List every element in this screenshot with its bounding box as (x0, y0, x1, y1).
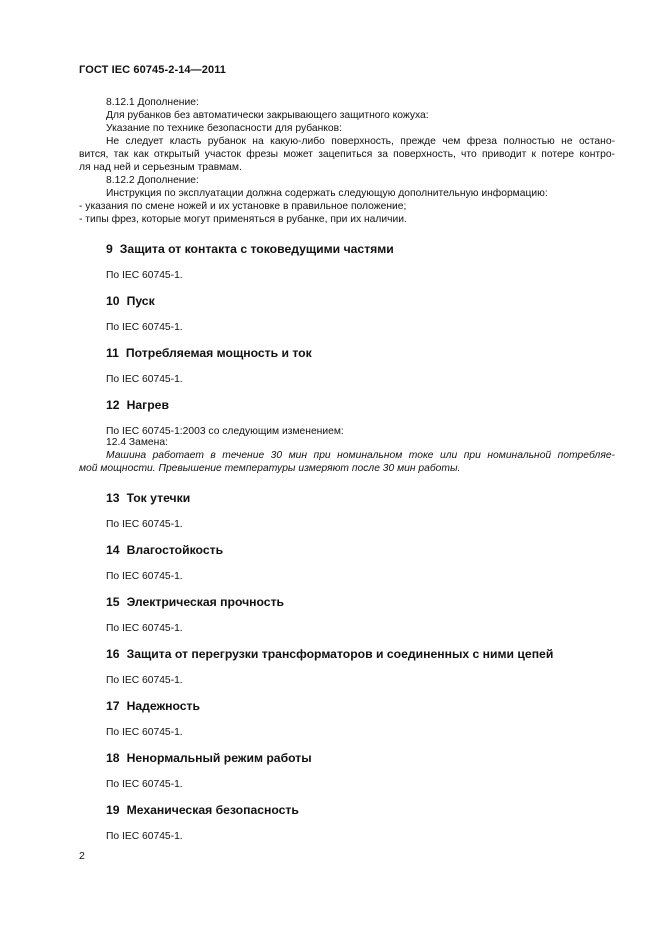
section-text: По IEC 60745-1. (106, 727, 183, 738)
section-heading (79, 346, 619, 360)
page-number: 2 (79, 850, 85, 862)
clause-12-4-line: Машина работает в течение 30 мин при номинальном токе или при номинальной потребляе- (106, 450, 615, 461)
list-item: - указания по смене ножей и их установке в правильное положение; (79, 201, 407, 212)
clause-8-line: ля над ней и серьезным травмам. (79, 162, 242, 173)
section-text: По IEC 60745-1. (106, 623, 183, 634)
section-number: 11 (106, 346, 119, 360)
list-item: - типы фрез, которые могут применяться в рубанке, при их наличии. (79, 214, 407, 225)
section-heading (79, 543, 619, 557)
section-text: По IEC 60745-1. (106, 779, 183, 790)
section-13 (79, 491, 619, 530)
section-9 (79, 242, 619, 281)
section-text: По IEC 60745-1. (106, 322, 183, 333)
section-title: Надежность (126, 699, 201, 713)
section-heading (79, 398, 619, 412)
document-header: ГОСТ IEC 60745-2-14—2011 (79, 64, 227, 76)
section-number: 14 (106, 543, 120, 557)
clause-8-line: Инструкция по эксплуатации должна содержать следующую дополнительную информацию: (106, 188, 548, 199)
section-number: 18 (106, 751, 120, 765)
section-number: 12 (106, 398, 120, 412)
section-title: Ток утечки (126, 491, 191, 505)
section-11 (79, 346, 619, 385)
section-14 (79, 543, 619, 582)
clause-8-line: Для рубанков без автоматически закрывающего защитного кожуха: (106, 110, 429, 121)
section-15 (79, 595, 619, 634)
section-18 (79, 751, 619, 790)
section-text: По IEC 60745-1:2003 со следующим изменением: (106, 426, 344, 437)
section-number: 17 (106, 699, 120, 713)
section-title: Механическая безопасность (126, 803, 299, 817)
section-text: По IEC 60745-1. (106, 675, 183, 686)
section-title: Защита от контакта с токоведущими частями (119, 242, 394, 256)
clause-8-block (79, 96, 615, 226)
section-10 (79, 294, 619, 333)
clause-8-line: вится, так как открытый участок фрезы может зацепиться за поверхность, что приводит к потере контро- (79, 149, 615, 160)
section-number: 16 (106, 647, 120, 661)
section-text: По IEC 60745-1. (106, 571, 183, 582)
clause-12-4-label: 12.4 Замена: (106, 437, 168, 448)
section-text: По IEC 60745-1. (106, 270, 183, 281)
section-heading (79, 242, 619, 256)
section-text: По IEC 60745-1. (106, 374, 183, 385)
section-title: Влагостойкость (126, 543, 224, 557)
section-number: 13 (106, 491, 120, 505)
section-title: Ненормальный режим работы (126, 751, 312, 765)
section-heading (79, 699, 619, 713)
section-heading (79, 803, 619, 817)
section-number: 15 (106, 595, 120, 609)
section-number: 10 (106, 294, 120, 308)
clause-8-line: Не следует класть рубанок на какую-либо поверхность, прежде чем фреза полностью не остано- (106, 136, 615, 147)
section-19 (79, 803, 619, 842)
clause-12-4-block (79, 436, 615, 475)
section-title: Защита от перегрузки трансформаторов и соединенных с ними цепей (126, 647, 554, 661)
section-title: Пуск (126, 294, 155, 308)
clause-8-12-1-heading: 8.12.1 Дополнение: (106, 97, 199, 108)
section-number: 19 (106, 803, 120, 817)
section-title: Электрическая прочность (126, 595, 285, 609)
section-heading (79, 595, 619, 609)
section-16 (79, 647, 619, 686)
clause-8-line: Указание по технике безопасности для рубанков: (106, 123, 342, 134)
section-text: По IEC 60745-1. (106, 831, 183, 842)
section-number: 9 (106, 242, 113, 256)
section-12 (79, 398, 619, 437)
section-title: Потребляемая мощность и ток (125, 346, 312, 360)
section-text: По IEC 60745-1. (106, 519, 183, 530)
section-heading (79, 491, 619, 505)
clause-8-12-2-heading: 8.12.2 Дополнение: (106, 175, 199, 186)
section-heading (79, 751, 619, 765)
section-title: Нагрев (126, 398, 169, 412)
section-heading (79, 294, 619, 308)
section-heading (79, 647, 619, 661)
section-17 (79, 699, 619, 738)
clause-12-4-line: мой мощности. Превышение температуры измеряют после 30 мин работы. (79, 463, 461, 474)
